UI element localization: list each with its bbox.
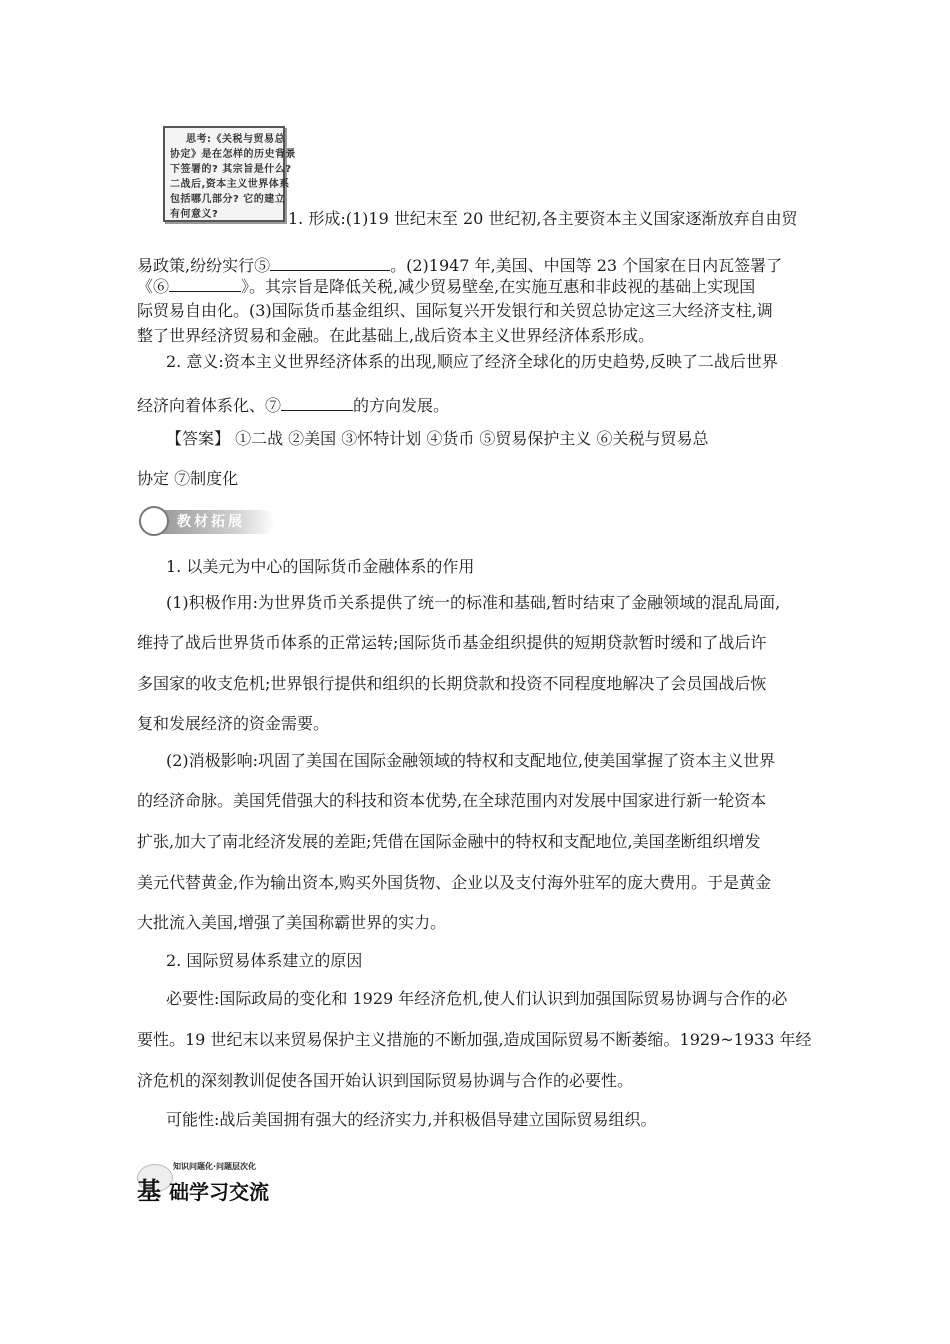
formation-line-1: 1. 形成:(1)19 世纪末至 20 世纪初,各主要资本主义国家逐渐放弃自由贸 xyxy=(288,209,798,228)
thinking-line: 有何意义? xyxy=(170,209,219,220)
expansion-heading-2: 2. 国际贸易体系建立的原因 xyxy=(166,951,363,970)
thinking-line: 包括哪几部分? 它的建立 xyxy=(170,194,286,205)
section-title-first-char: 基 xyxy=(137,1177,161,1205)
badge-label: 教材拓展 xyxy=(177,514,245,530)
expansion-p3-line: 要性。19 世纪末以来贸易保护主义措施的不断加强,造成国际贸易不断萎缩。1929~1933 年经 xyxy=(137,1030,812,1049)
formation-line-5: 整了世界经济贸易和金融。在此基础上,战后资本主义世界经济体系形成。 xyxy=(137,326,655,345)
textbook-expansion-badge xyxy=(139,506,275,538)
formation-line-3-end: 》。其宗旨是降低关税,减少贸易壁垒,在实施互惠和非歧视的基础上实现国 xyxy=(241,277,756,296)
answer-line-1: 【答案】 ①二战 ②美国 ③怀特计划 ④货币 ⑤贸易保护主义 ⑥关税与贸易总 xyxy=(166,429,709,448)
expansion-p2-line: 的经济命脉。美国凭借强大的科技和资本优势,在全球范围内对发展中国家进行新一轮资本 xyxy=(137,791,767,810)
formation-line-3-start: 《⑥ xyxy=(137,277,170,296)
thinking-line: 思考:《关税与贸易总 xyxy=(186,134,285,145)
expansion-p1-line: 多国家的收支危机;世界银行提供和组织的长期贷款和投资不同程度地解决了会员国战后恢 xyxy=(137,674,767,693)
expansion-p2-line: 大批流入美国,增强了美国称霸世界的实力。 xyxy=(137,913,447,932)
significance-line-2 xyxy=(137,395,449,416)
expansion-p4: 可能性:战后美国拥有强大的经济实力,并积极倡导建立国际贸易组织。 xyxy=(166,1110,657,1129)
significance-line-1: 2. 意义:资本主义世界经济体系的出现,顺应了经济全球化的历史趋势,反映了二战后世界 xyxy=(166,352,778,371)
formation-line-2 xyxy=(137,255,782,276)
thinking-line: 协定》是在怎样的历史背景 xyxy=(170,149,296,160)
section-title-rest: 础学习交流 xyxy=(169,1180,269,1204)
formation-line-2-start: 易政策,纷纷实行⑤ xyxy=(137,256,271,275)
blank-5 xyxy=(270,255,390,271)
formation-line-4: 际贸易自由化。(3)国际货币基金组织、国际复兴开发银行和关贸总协定这三大经济支柱,调 xyxy=(137,301,773,320)
significance-line-2-start: 经济向着体系化、⑦ xyxy=(137,396,282,415)
expansion-p1-line: 维持了战后世界货币体系的正常运转;国际货币基金组织提供的短期贷款暂时缓和了战后许 xyxy=(137,633,767,652)
expansion-p2-line: (2)消极影响:巩固了美国在国际金融领域的特权和支配地位,使美国掌握了资本主义世界 xyxy=(166,751,776,770)
expansion-heading-1: 1. 以美元为中心的国际货币金融体系的作用 xyxy=(166,557,475,576)
expansion-p2-line: 扩张,加大了南北经济发展的差距;凭借在国际金融中的特权和支配地位,美国垄断组织增发 xyxy=(137,832,761,851)
significance-line-2-end: 的方向发展。 xyxy=(353,396,450,415)
thinking-line: 下签署的? 其宗旨是什么? xyxy=(170,164,292,175)
expansion-p2-line: 美元代替黄金,作为输出资本,购买外国货物、企业以及支付海外驻军的庞大费用。于是黄金 xyxy=(137,873,772,892)
blank-7 xyxy=(281,395,353,411)
thinking-box xyxy=(163,126,296,222)
badge-circle-icon xyxy=(139,506,169,536)
answer-line-2: 协定 ⑦制度化 xyxy=(137,469,239,488)
thinking-line: 二战后,资本主义世界体系 xyxy=(170,179,290,190)
basic-learning-section-header xyxy=(137,1162,307,1210)
formation-line-3 xyxy=(137,276,755,297)
section-subtitle: 知识问题化·问题层次化 xyxy=(173,1162,257,1171)
blank-6 xyxy=(169,276,241,292)
expansion-p1-line: (1)积极作用:为世界货币关系提供了统一的标准和基础,暂时结束了金融领域的混乱局面, xyxy=(166,593,781,612)
formation-line-2-end: 。(2)1947 年,美国、中国等 23 个国家在日内瓦签署了 xyxy=(390,256,783,275)
expansion-p3-line: 济危机的深刻教训促使各国开始认识到国际贸易协调与合作的必要性。 xyxy=(137,1071,634,1090)
expansion-p3-line: 必要性:国际政局的变化和 1929 年经济危机,使人们认识到加强国际贸易协调与合作的必 xyxy=(166,989,788,1008)
expansion-p1-line: 复和发展经济的资金需要。 xyxy=(137,714,330,733)
